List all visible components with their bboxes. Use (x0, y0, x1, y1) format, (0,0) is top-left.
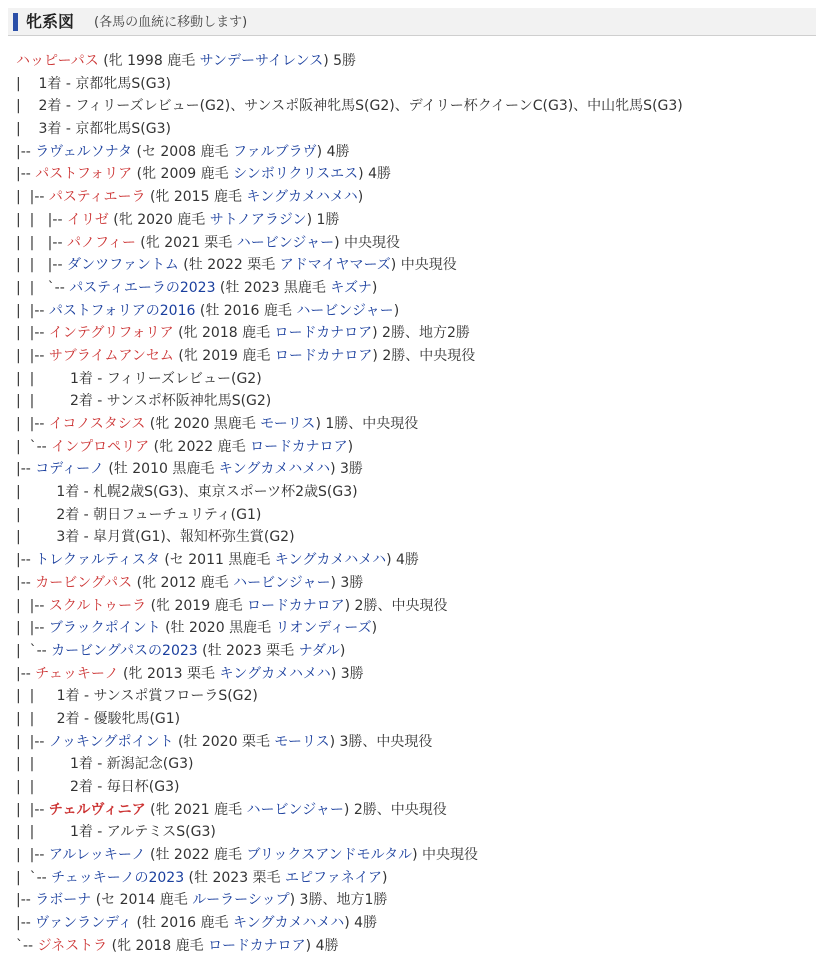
sire-name-link[interactable]: ロードカナロア (208, 937, 306, 954)
sire-name-link[interactable]: ロードカナロア (274, 325, 373, 342)
horse-record: ) 中央現役 (390, 257, 457, 274)
tree-connector: | |-- (16, 189, 49, 206)
horse-name-link[interactable]: パスティエーラの2023 (69, 279, 216, 296)
tree-connector: | |-- (16, 347, 49, 364)
horse-row (16, 889, 816, 912)
horse-row (16, 186, 816, 209)
tree-connector: | (16, 121, 35, 138)
horse-info: (牝 2012 鹿毛 (132, 574, 234, 591)
horse-info: (牡 2020 栗毛 (173, 733, 275, 750)
horse-info: (牡 2016 鹿毛 (132, 915, 233, 932)
sire-name-link[interactable]: キングカメハメハ (274, 552, 387, 569)
horse-info: (牝 2018 鹿毛 (173, 325, 275, 342)
tree-connector: | | |-- (16, 257, 67, 274)
tree-connector: |-- (16, 892, 36, 909)
sire-name-link[interactable]: ハービンジャー (233, 574, 331, 591)
sire-name-link[interactable]: ナダル (298, 642, 340, 659)
horse-info: (セ 2011 黒鹿毛 (159, 552, 275, 569)
tree-connector: | | (16, 824, 66, 841)
tree-connector: | `-- (16, 642, 52, 659)
tree-connector: | |-- (16, 801, 49, 818)
horse-record: ) 3勝 (330, 574, 364, 591)
race-result-text: 2着 - 毎日杯(G3) (65, 779, 180, 795)
horse-info: (牡 2022 鹿毛 (145, 847, 247, 864)
horse-info: (セ 2014 鹿毛 (91, 892, 193, 909)
horse-name-link[interactable]: チェッキーノ (35, 665, 119, 682)
sire-name-link[interactable]: アドマイヤマーズ (279, 257, 391, 274)
horse-info: (牝 2019 鹿毛 (146, 597, 248, 614)
race-result-text: 2着 - 優駿牝馬(G1) (52, 710, 181, 727)
horse-record: ) 5勝 (323, 53, 357, 69)
race-result-text: 2着 - サンスポ杯阪神牝馬S(G2) (65, 393, 272, 410)
horse-name-link[interactable]: インテグリフォリア (48, 325, 174, 342)
horse-row (16, 232, 816, 255)
sire-name-link[interactable]: キングカメハメハ (246, 189, 358, 206)
tree-connector: | | (16, 710, 53, 727)
tree-connector: |-- (16, 143, 36, 160)
horse-row (16, 50, 816, 73)
pedigree-tree (16, 50, 816, 958)
horse-name-link[interactable]: パスティエーラ (48, 189, 146, 206)
horse-row (16, 640, 816, 663)
tree-connector: |-- (16, 461, 36, 478)
horse-info: (牝 2013 栗毛 (118, 665, 220, 682)
sire-name-link[interactable]: ハービンジャー (246, 801, 344, 818)
horse-record: ) 1勝、中央現役 (315, 416, 419, 432)
tree-connector: | | (16, 370, 66, 387)
tree-connector: |-- (16, 915, 36, 932)
tree-connector: | |-- (16, 302, 49, 319)
horse-row (16, 209, 816, 232)
tree-connector: `-- (16, 937, 38, 954)
horse-info: (牝 2021 鹿毛 (145, 801, 247, 818)
tree-connector: | |-- (16, 416, 49, 432)
horse-name-link[interactable]: ダンツファントム (66, 257, 179, 274)
race-result-row (16, 368, 816, 391)
section-note: (各馬の血統に移動します) (94, 15, 248, 30)
horse-record: ) (393, 302, 400, 319)
race-result-row (16, 73, 816, 96)
horse-row (16, 799, 816, 822)
horse-record: ) 4勝 (316, 143, 350, 160)
horse-record: ) 2勝、中央現役 (372, 347, 476, 364)
horse-row (16, 935, 816, 958)
horse-row (16, 867, 816, 890)
race-result-row (16, 390, 816, 413)
horse-row (16, 617, 816, 640)
horse-info: (牡 2022 栗毛 (178, 257, 280, 274)
horse-info: (牡 2023 黒鹿毛 (215, 279, 331, 296)
horse-row (16, 595, 816, 618)
sire-name-link[interactable]: モーリス (274, 733, 330, 750)
race-result-row (16, 753, 816, 776)
horse-name-link[interactable]: カービングパスの2023 (51, 642, 198, 659)
horse-name-link[interactable]: イコノスタシス (48, 416, 146, 432)
tree-connector: |-- (16, 552, 36, 569)
tree-connector: | | |-- (16, 211, 67, 228)
horse-record: ) 2勝、中央現役 (343, 801, 447, 818)
horse-name-link[interactable]: パノフィー (66, 234, 136, 251)
race-result-text: 1着 - アルテミスS(G3) (65, 824, 216, 841)
horse-info: (牡 2023 栗毛 (184, 869, 286, 886)
horse-name-link[interactable]: ハッピーパス (16, 53, 99, 69)
tree-connector: | |-- (16, 847, 49, 864)
sire-name-link[interactable]: サンデーサイレンス (199, 53, 324, 69)
race-result-text: 1着 - 京都牝馬S(G3) (34, 75, 171, 92)
horse-name-link[interactable]: チェルヴィニア (48, 801, 146, 818)
sire-name-link[interactable]: キズナ (330, 279, 372, 296)
horse-record: ) 2勝、地方2勝 (372, 325, 470, 342)
race-result-text: 1着 - 新潟記念(G3) (65, 756, 194, 773)
horse-info: (牡 2023 栗毛 (197, 642, 299, 659)
tree-connector: | (16, 506, 52, 523)
sire-name-link[interactable]: シンボリクリスエス (233, 166, 359, 183)
horse-info: (牝 2020 黒鹿毛 (145, 416, 261, 432)
horse-name-link[interactable]: インプロペリア (51, 438, 150, 455)
tree-connector: | (16, 529, 52, 546)
horse-record: ) 中央現役 (334, 234, 401, 251)
horse-row (16, 436, 816, 459)
sire-name-link[interactable]: ロードカナロア (247, 597, 345, 614)
horse-name-link[interactable]: ラボーナ (35, 892, 92, 909)
horse-record: ) 中央現役 (412, 847, 479, 864)
horse-row (16, 254, 816, 277)
race-result-text: 1着 - サンスポ賞フローラS(G2) (52, 688, 258, 705)
horse-name-link[interactable]: ヴァンランディ (35, 915, 133, 932)
horse-record: ) (382, 869, 388, 886)
horse-record: ) (371, 279, 378, 296)
horse-info: (セ 2008 鹿毛 (132, 143, 233, 160)
horse-name-link[interactable]: ノッキングポイント (48, 733, 174, 750)
tree-connector: | | (16, 756, 66, 773)
horse-row (16, 413, 816, 436)
horse-name-link[interactable]: アルレッキーノ (48, 847, 146, 864)
tree-connector: | (16, 484, 52, 501)
section-header (8, 8, 816, 36)
tree-connector: | | (16, 688, 53, 705)
horse-record: ) (347, 438, 354, 455)
tree-connector: |-- (16, 574, 36, 591)
sire-name-link[interactable]: リオンディーズ (275, 620, 372, 637)
horse-row (16, 458, 816, 481)
sire-name-link[interactable]: ルーラーシップ (192, 892, 290, 909)
horse-info: (牝 2018 鹿毛 (107, 937, 209, 954)
horse-row (16, 663, 816, 686)
horse-record: ) 3勝 (330, 665, 364, 682)
race-result-row (16, 821, 816, 844)
horse-name-link[interactable]: コディーノ (35, 461, 104, 478)
tree-connector: | |-- (16, 733, 49, 750)
race-result-text: 3着 - 皐月賞(G1)、報知杯弥生賞(G2) (51, 529, 295, 546)
horse-record: ) (371, 620, 378, 637)
horse-info: (牝 2009 鹿毛 (132, 166, 234, 183)
horse-record: ) 4勝 (344, 915, 378, 932)
sire-name-link[interactable]: ファルブラヴ (232, 143, 317, 160)
tree-connector: | |-- (16, 325, 49, 342)
horse-row (16, 345, 816, 368)
horse-name-link[interactable]: ブラックポイント (48, 620, 161, 637)
horse-info: (牝 2022 鹿毛 (149, 438, 251, 455)
sire-name-link[interactable]: モーリス (260, 416, 316, 432)
horse-name-link[interactable]: チェッキーノの2023 (51, 869, 185, 886)
race-result-text: 1着 - 札幌2歳S(G3)、東京スポーツ杯2歳S(G3) (51, 484, 358, 501)
horse-name-link[interactable]: サブライムアンセム (48, 347, 174, 364)
horse-info: (牡 2016 鹿毛 (195, 302, 297, 319)
sire-name-link[interactable]: ロードカナロア (250, 438, 348, 455)
race-result-text: 2着 - 朝日フューチュリティ(G1) (51, 506, 262, 523)
sire-name-link[interactable]: サトノアラジン (209, 211, 307, 228)
tree-connector: | |-- (16, 597, 49, 614)
race-result-row (16, 481, 816, 504)
sire-name-link[interactable]: エピファネイア (285, 869, 383, 886)
tree-connector: | (16, 98, 35, 115)
horse-row (16, 277, 816, 300)
race-result-row (16, 685, 816, 708)
horse-info: (牝 1998 鹿毛 (98, 53, 200, 69)
tree-connector: | | |-- (16, 234, 67, 251)
race-result-row (16, 118, 816, 141)
horse-info: (牝 2020 鹿毛 (108, 211, 210, 228)
header-accent-bar (13, 13, 18, 31)
sire-name-link[interactable]: ハービンジャー (296, 302, 394, 319)
tree-connector: | (16, 75, 35, 92)
race-result-row (16, 708, 816, 731)
sire-name-link[interactable]: キングカメハメハ (218, 461, 331, 478)
horse-name-link[interactable]: カービングパス (35, 574, 133, 591)
sire-name-link[interactable]: キングカメハメハ (232, 915, 345, 932)
horse-row (16, 731, 816, 754)
tree-connector: |-- (16, 166, 36, 183)
horse-name-link[interactable]: スクルトゥーラ (48, 597, 147, 614)
horse-name-link[interactable]: パストフォリアの2016 (48, 302, 196, 319)
race-result-row (16, 95, 816, 118)
horse-row (16, 163, 816, 186)
horse-row (16, 844, 816, 867)
horse-name-link[interactable]: イリゼ (66, 211, 109, 228)
horse-row (16, 141, 816, 164)
horse-record: ) 3勝、地方1勝 (289, 892, 388, 909)
horse-record: ) 4勝 (386, 552, 419, 569)
sire-name-link[interactable]: ロードカナロア (274, 347, 373, 364)
horse-name-link[interactable]: ジネストラ (37, 937, 108, 954)
tree-connector: | | (16, 779, 66, 795)
race-result-row (16, 776, 816, 799)
tree-connector: | `-- (16, 869, 52, 886)
tree-connector: |-- (16, 665, 36, 682)
race-result-row (16, 526, 816, 549)
horse-info: (牝 2021 栗毛 (135, 234, 237, 251)
sire-name-link[interactable]: ハービンジャー (236, 234, 335, 251)
horse-row (16, 572, 816, 595)
horse-row (16, 549, 816, 572)
horse-info: (牡 2020 黒鹿毛 (160, 620, 276, 637)
horse-info: (牝 2015 鹿毛 (145, 189, 247, 206)
sire-name-link[interactable]: ブリックスアンドモルタル (246, 847, 413, 864)
tree-connector: | | `-- (16, 279, 70, 296)
horse-name-link[interactable]: ラヴェルソナタ (35, 143, 133, 160)
race-result-text: 1着 - フィリーズレビュー(G2) (65, 370, 262, 387)
horse-row (16, 912, 816, 935)
tree-connector: | |-- (16, 620, 49, 637)
horse-record: ) 4勝 (305, 937, 339, 954)
sire-name-link[interactable]: キングカメハメハ (219, 665, 331, 682)
tree-connector: | | (16, 393, 66, 410)
horse-record: ) 3勝 (330, 461, 363, 478)
horse-record: ) 3勝、中央現役 (329, 733, 433, 750)
section-title: 牝系図 (26, 12, 75, 31)
horse-info: (牡 2010 黒鹿毛 (103, 461, 219, 478)
horse-record: ) (339, 642, 346, 659)
horse-record: ) 1勝 (306, 211, 340, 228)
horse-record: ) (357, 189, 364, 206)
horse-record: ) 4勝 (358, 166, 391, 183)
horse-record: ) 2勝、中央現役 (344, 597, 448, 614)
horse-row (16, 300, 816, 323)
horse-row (16, 322, 816, 345)
race-result-row (16, 504, 816, 527)
horse-name-link[interactable]: パストフォリア (35, 166, 133, 183)
tree-connector: | `-- (16, 438, 52, 455)
race-result-text: 3着 - 京都牝馬S(G3) (34, 121, 171, 138)
race-result-text: 2着 - フィリーズレビュー(G2)、サンスポ阪神牝馬S(G2)、デイリー杯クイーンC(G3)、中山牝馬S(G3) (34, 98, 683, 115)
horse-info: (牝 2019 鹿毛 (173, 347, 275, 364)
horse-name-link[interactable]: トレクァルティスタ (35, 552, 160, 569)
